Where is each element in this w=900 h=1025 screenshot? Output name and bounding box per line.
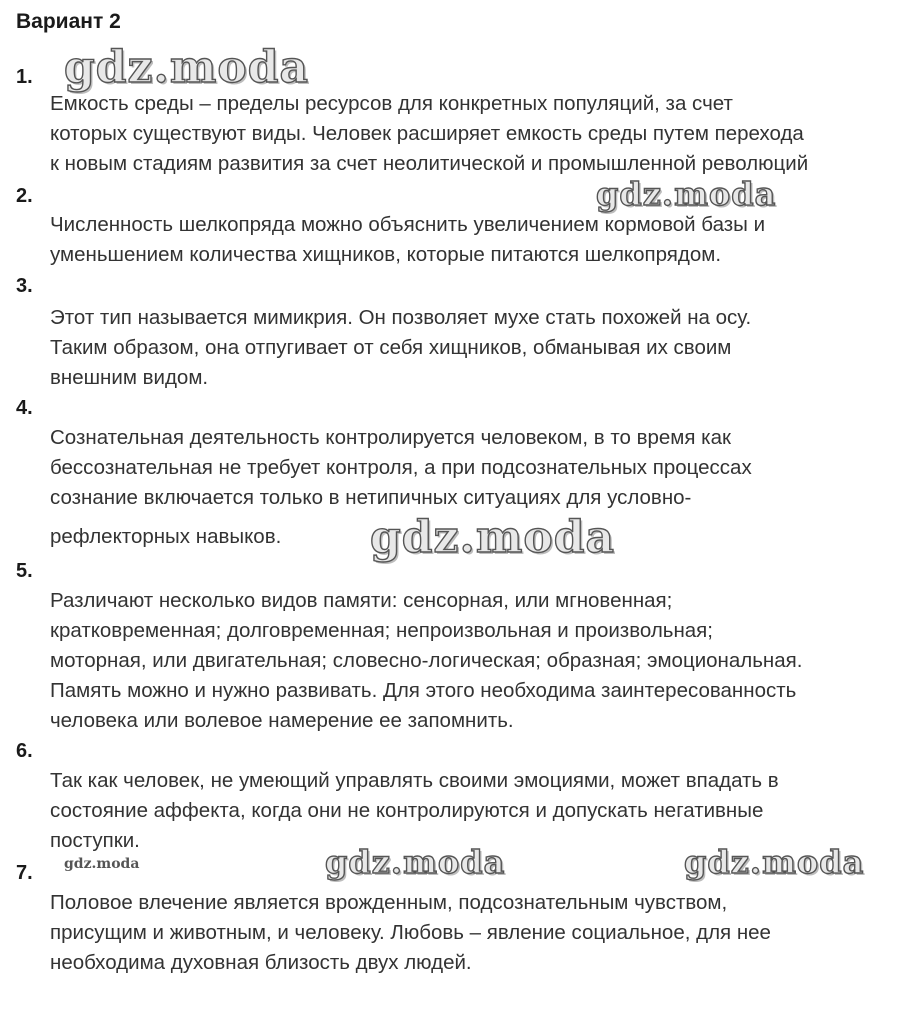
- question-number-3: 3.: [16, 275, 33, 297]
- question-number-5: 5.: [16, 560, 33, 582]
- answer-2-line-1: Численность шелкопряда можно объяснить увеличением кормовой базы и: [50, 213, 766, 236]
- watermark-logo: gdz.moda: [596, 175, 777, 213]
- answer-4-line-2: бессознательная не требует контроля, а при подсознательных процессах: [50, 456, 752, 479]
- answer-6-line-1: Так как человек, не умеющий управлять своими эмоциями, может впадать в: [50, 769, 779, 792]
- answer-1-line-1: Емкость среды – пределы ресурсов для конкретных популяций, за счет: [50, 92, 733, 115]
- answer-7-line-3: необходима духовная близость двух людей.: [50, 951, 472, 974]
- question-number-4: 4.: [16, 397, 33, 419]
- watermark-logo: gdz.moda: [684, 843, 865, 881]
- answer-4-line-1: Сознательная деятельность контролируется человеком, в то время как: [50, 426, 731, 449]
- question-number-2: 2.: [16, 185, 33, 207]
- answer-2-line-2: уменьшением количества хищников, которые питаются шелкопрядом.: [50, 243, 722, 266]
- answer-7-line-2: присущим и животным, и человеку. Любовь – явление социальное, для нее: [50, 921, 771, 944]
- answer-7-line-1: Половое влечение является врожденным, подсознательным чувством,: [50, 891, 728, 914]
- answer-3-line-3: внешним видом.: [50, 366, 209, 389]
- watermark-logo: gdz.moda: [64, 856, 140, 872]
- answer-3-line-1: Этот тип называется мимикрия. Он позволяет мухе стать похожей на осу.: [50, 306, 752, 329]
- question-number-1: 1.: [16, 66, 33, 88]
- answer-4-line-4: рефлекторных навыков.: [50, 525, 282, 548]
- answer-5-line-3: моторная, или двигательная; словесно-логическая; образная; эмоциональная.: [50, 649, 803, 672]
- answer-1-line-3: к новым стадиям развития за счет неолитической и промышленной революций: [50, 152, 809, 175]
- question-number-6: 6.: [16, 740, 33, 762]
- answer-3-line-2: Таким образом, она отпугивает от себя хищников, обманывая их своим: [50, 336, 732, 359]
- answer-6-line-3: поступки.: [50, 829, 140, 852]
- question-number-7: 7.: [16, 862, 33, 884]
- answer-5-line-1: Различают несколько видов памяти: сенсорная, или мгновенная;: [50, 589, 673, 612]
- watermark-logo: gdz.moda: [325, 843, 506, 881]
- answer-5-line-2: кратковременная; долговременная; непроизвольная и произвольная;: [50, 619, 713, 642]
- page-title: Вариант 2: [16, 10, 121, 33]
- answer-4-line-3: сознание включается только в нетипичных ситуациях для условно-: [50, 486, 692, 509]
- watermark-logo: gdz.moda: [370, 512, 616, 563]
- answer-5-line-5: человека или волевое намерение ее запомнить.: [50, 709, 514, 732]
- watermark-logo: gdz.moda: [64, 42, 310, 93]
- answer-6-line-2: состояние аффекта, когда они не контролируются и допускать негативные: [50, 799, 764, 822]
- answer-5-line-4: Память можно и нужно развивать. Для этого необходима заинтересованность: [50, 679, 797, 702]
- answer-1-line-2: которых существуют виды. Человек расширяет емкость среды путем перехода: [50, 122, 804, 145]
